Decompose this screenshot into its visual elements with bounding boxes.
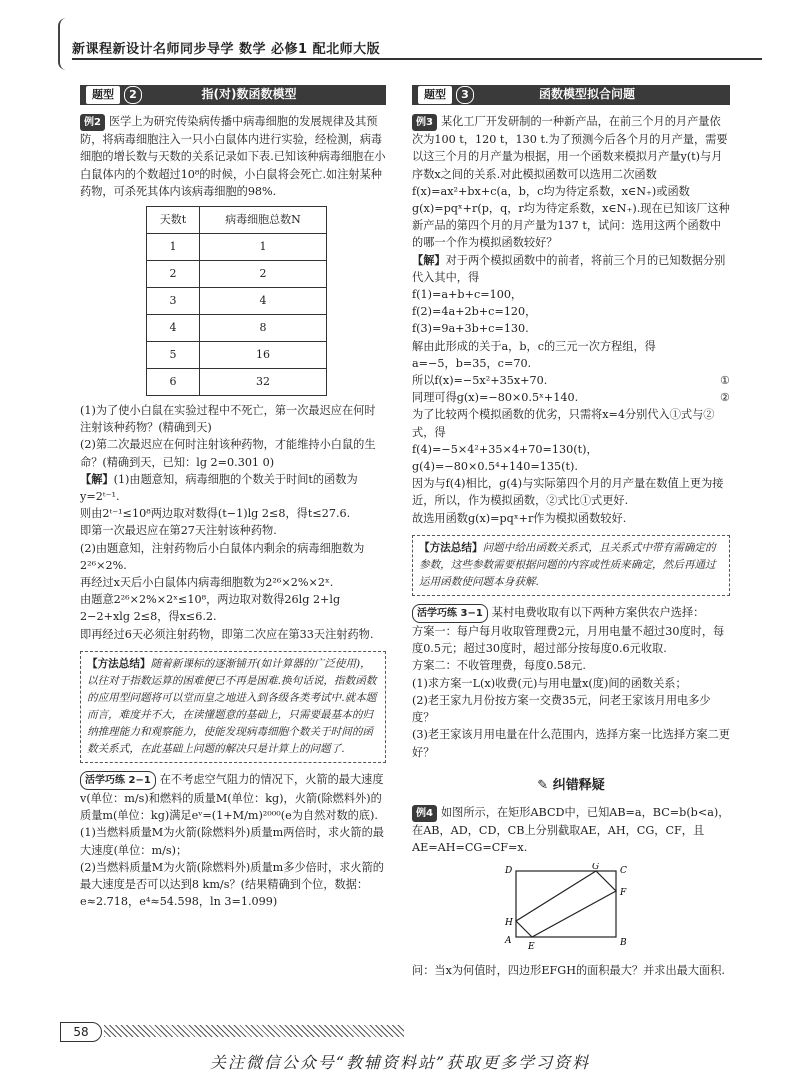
section-number: 2: [124, 86, 142, 104]
equation-marker-2: ②: [719, 391, 730, 405]
table-cell: 16: [200, 342, 327, 369]
table-cell: 4: [147, 315, 200, 342]
summary-text: 随着新课标的逐渐铺开(如计算器的广泛使用)，以往对于指数运算的困难便已不再是困难.换句话说，指数函数的应用型问题将可以堂而皇之地进入到各级各类考试中.就本题而言，难度并不大，在读懂题意的基础上，只需要最基本的归纳推理能力和观察能力，使能发现病毒细胞个数关于时间的函数关系式，在此基础上问题的解决只是计算上的问题了.: [87, 657, 377, 755]
solution-line: f(1)=a+b+c=100，: [412, 288, 523, 302]
summary-text: 问题中给出函数关系式，且关系式中带有需确定的参数，这些参数需要根据问题的内容或性质来确定，然后再通过运用函数使问题本身获解.: [419, 541, 716, 588]
label-c: C: [620, 865, 627, 876]
question-1: (1)为了使小白鼠在实验过程中不死亡，第一次最迟应在何时注射该种药物？(精确到天): [80, 404, 376, 435]
example-3-text: 某化工厂开发研制的一种新产品，在前三个月的月产量依次为100 t，120 t，130 t.为了预测今后各个月的月产量，需要以这三个月的月产量为根据，用一个函数来模拟月产量y(t)与月序数x之间的关系.对此模拟函数可以选用二次函数f(x)=ax²+bx+c(a，b，c均为待定系数，x∈N₊)或函数g(x)=pqˣ+r(p，q，r均为待定系数，x∈N₊).现在已知该厂这种新产品的第四个月的月产量为137 t，试问：选用这两个函数中的哪一个作为模拟函数较好？: [412, 115, 730, 250]
practice-question: (1)当燃料质量M为火箭(除燃料外)质量m两倍时，求火箭的最大速度(单位：m/s)；: [80, 826, 384, 857]
solution-line: 由题意2²⁶×2%×2ˣ≤10⁸，两边取对数得26lg 2+lg 2−2+xlg 2≤8，得x≤6.2.: [80, 593, 341, 624]
example-4-badge: 例4: [412, 805, 437, 822]
solution-label: 【解】: [412, 253, 446, 267]
equation-f: 所以f(x)=−5x²+35x+70.: [412, 374, 548, 388]
solution-line: 即第一次最迟应在第27天注射该种药物.: [80, 524, 277, 538]
table-header-days: 天数t: [147, 207, 200, 234]
rectangle-abcd: [516, 871, 616, 937]
practice-badge: 活学巧练 3−1: [412, 604, 488, 623]
page-number-bar: [60, 1022, 722, 1040]
practice-line: (1)求方案一L(x)收费(元)与用电量x(度)间的函数关系；: [412, 676, 687, 690]
header-rule: [72, 58, 762, 60]
section-tag: 题型: [86, 86, 120, 103]
section-number: 3: [456, 86, 474, 104]
footer-watermark: 关注微信公众号“教辅资料站”获取更多学习资料: [209, 1053, 591, 1072]
header-bracket: [58, 18, 70, 70]
example-2-text: 医学上为研究传染病传播中病毒细胞的发展规律及其预防，将病毒细胞注入一只小白鼠体内进行实验，经检测，病毒细胞的增长数与天数的关系记录如下表.已知该种病毒细胞在小白鼠体内的个数超过10⁸的时候，小白鼠将会死亡.如注射某种药物，可杀死其体内该病毒细胞的98%.: [80, 115, 386, 198]
hatch-decoration: [104, 1025, 404, 1037]
error-correction-heading: [412, 777, 730, 794]
table-row: [147, 342, 327, 369]
solution-line: [80, 471, 386, 505]
table-cell: 32: [200, 369, 327, 396]
book-header: 新课程新设计名师同步导学 数学 必修1 配北师大版: [72, 42, 381, 57]
virus-table: [146, 206, 327, 396]
practice-line: 方案二：不收管理费，每度0.58元.: [412, 659, 586, 673]
page-number: 58: [60, 1022, 102, 1042]
solution-line: 因为与f(4)相比，g(4)与实际第四个月的月产量在数值上更为接近，所以，作为模拟函数，②式比①式更好.: [412, 477, 724, 508]
table-cell: 2: [200, 261, 327, 288]
solution-text: (1)由题意知，病毒细胞的个数关于时间t的函数为y=2ᵗ⁻¹.: [80, 472, 358, 504]
table-cell: 4: [200, 288, 327, 315]
example-3: [412, 113, 730, 252]
equation-g: 同理可得g(x)=−80×0.5ˣ+140.: [412, 391, 579, 405]
label-g: G: [592, 862, 600, 872]
solution-line: 即再经过6天必须注射药物，即第二次应在第33天注射药物.: [80, 627, 374, 641]
solution-line: f(2)=4a+2b+c=120，: [412, 305, 537, 319]
practice-line: (3)老王家该月用电量在什么范围内，选择方案一比选择方案二更好？: [412, 728, 730, 759]
label-d: D: [505, 865, 513, 876]
quadrilateral-efgh: [516, 871, 616, 937]
label-f: F: [620, 887, 627, 898]
solution-line: 再经过x天后小白鼠体内病毒细胞数为2²⁶×2%×2ˣ.: [80, 576, 334, 590]
method-summary-box: [80, 651, 386, 763]
table-row: [147, 315, 327, 342]
solution-text: 对于两个模拟函数中的前者，将前三个月的已知数据分别代入其中，得: [412, 253, 726, 284]
left-column: [80, 85, 386, 910]
table-header-row: [147, 207, 327, 234]
label-b: B: [620, 937, 627, 948]
section-header-type3: [412, 85, 730, 105]
example-4-question: 问：当x为何值时，四边形EFGH的面积最大？并求出最大面积.: [412, 963, 725, 977]
label-e: E: [528, 941, 535, 951]
solution-label: 【解】: [80, 472, 114, 486]
method-summary-box: [412, 535, 730, 596]
practice-badge: 活学巧练 2−1: [80, 771, 156, 790]
practice-line: 方案一：每户每月收取管理费2元，月用电量不超过30度时，每度0.5元；超过30度时，超过部分按每度0.6元收取.: [412, 625, 725, 656]
rectangle-figure: [502, 863, 730, 956]
example-4: [412, 804, 730, 857]
solution-line: (2)由题意知，注射药物后小白鼠体内剩余的病毒细胞数为2²⁶×2%.: [80, 541, 365, 572]
solution-line: g(4)=−80×0.5⁴+140=135(t).: [412, 460, 578, 474]
solution-line: a=−5，b=35，c=70.: [412, 356, 532, 370]
practice-3-1: [412, 604, 730, 623]
table-row: [147, 261, 327, 288]
table-row: [147, 369, 327, 396]
section-title: 指(对)数函数模型: [201, 87, 297, 102]
example-4-text: 如图所示，在矩形ABCD中，已知AB=a，BC=b(b<a)，在AB，AD，CD，CB上分别截取AE，AH，CG，CF，且AE=AH=CG=CF=x.: [412, 805, 730, 855]
summary-title: 【方法总结】: [87, 657, 151, 670]
practice-line: (2)老王家九月份按方案一交费35元，问老王家该月用电多少度？: [412, 693, 711, 725]
example-2: [80, 113, 386, 200]
question-2: (2)第二次最迟应在何时注射该种药物，才能维持小白鼠的生命？(精确到天，已知：lg 2=0.301 0): [80, 438, 376, 469]
solution-line: 为了比较两个模拟函数的优劣，只需将x=4分别代入①式与②式，得: [412, 408, 715, 439]
example-3-badge: 例3: [412, 114, 437, 131]
section-tag: 题型: [418, 86, 452, 103]
solution-line: [412, 252, 730, 286]
solution-line: f(3)=9a+3b+c=130.: [412, 322, 529, 336]
table-header-count: 病毒细胞总数N: [200, 207, 327, 234]
table-row: [147, 234, 327, 261]
section-header-type2: [80, 85, 386, 105]
table-cell: 8: [200, 315, 327, 342]
practice-2-1: [80, 771, 386, 825]
right-column: [412, 85, 730, 979]
table-cell: 5: [147, 342, 200, 369]
summary-title: 【方法总结】: [419, 541, 483, 554]
error-correction-title: 纠错释疑: [552, 777, 605, 793]
solution-line: 故选用函数g(x)=pqˣ+r作为模拟函数较好.: [412, 511, 627, 525]
solution-line: 则由2ᵗ⁻¹≤10⁸两边取对数得(t−1)lg 2≤8，得t≤27.6.: [80, 507, 351, 521]
solution-line: 解由此形成的关于a，b，c的三元一次方程组，得: [412, 339, 656, 353]
table-row: [147, 288, 327, 315]
solution-line-marked: [412, 372, 730, 389]
rectangle-diagram: [502, 863, 642, 951]
equation-marker-1: ①: [719, 374, 730, 388]
section-title: 函数模型拟合问题: [538, 87, 635, 102]
label-a: A: [505, 935, 512, 946]
example-2-badge: 例2: [80, 114, 105, 131]
practice-text: 某村电费收取有以下两种方案供农户选择：: [491, 605, 705, 619]
solution-line: f(4)=−5×4²+35×4+70=130(t)，: [412, 442, 598, 456]
label-h: H: [505, 917, 513, 928]
pencil-icon: ✎: [537, 777, 549, 793]
practice-question: (2)当燃料质量M为火箭(除燃料外)质量m多少倍时，求火箭的最大速度是否可以达到8 km/s？(结果精确到个位，数据：e≈2.718，e⁴≈54.598，ln 3=1.099): [80, 860, 384, 909]
practice-text: 在不考虑空气阻力的情况下，火箭的最大速度v(单位：m/s)和燃料的质量M(单位：kg)，火箭(除燃料外)的质量m(单位：kg)满足eᵛ=(1+M/m)²⁰⁰⁰(e为自然对数的底).: [80, 772, 384, 823]
table-cell: 2: [147, 261, 200, 288]
table-cell: 6: [147, 369, 200, 396]
solution-line-marked: [412, 389, 730, 406]
table-cell: 1: [147, 234, 200, 261]
table-cell: 3: [147, 288, 200, 315]
table-cell: 1: [200, 234, 327, 261]
